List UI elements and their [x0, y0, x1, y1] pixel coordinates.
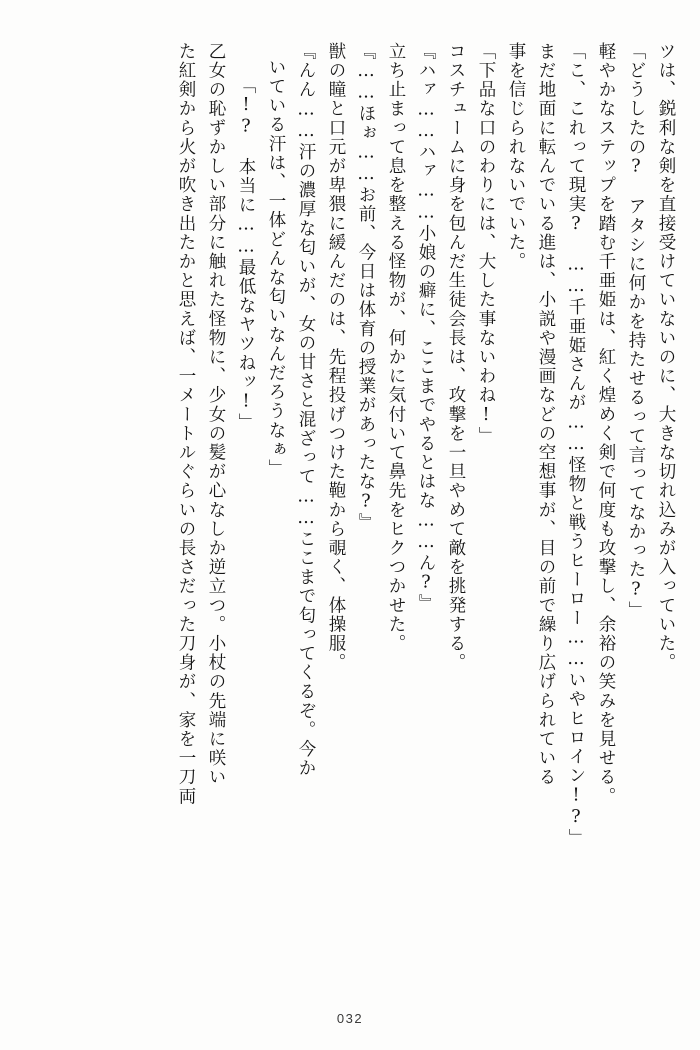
text-column: 『……ほぉ……お前、今日は体育の授業があったな?』	[356, 42, 376, 532]
text-column: 『ハァ……ハァ……小娘の癖に、ここまでやるとはな……ん?』	[416, 42, 436, 614]
text-column: ツは、鋭利な剣を直接受けていないのに、大きな切れ込みが入っていた。	[656, 42, 676, 673]
text-column: 「こ、これって現実? ……千亜姫さんが……怪物と戦うヒーロー……いやヒロイン!?」	[566, 42, 586, 848]
text-column: 「どうしたの? アタシに何かを持たせるって言ってなかった?」	[626, 42, 646, 620]
text-column: 「!? 本当に……最低なヤツねッ!」	[236, 76, 256, 433]
text-column: 『んん……汗の濃厚な匂いが、女の甘さと混ざって……ここまで匂ってくるぞ。今か	[296, 42, 316, 778]
text-column: 乙女の恥ずかしい部分に触れた怪物に、少女の髪が心なしか逆立つ。小杖の先端に咲い	[206, 42, 226, 787]
text-column: まだ地面に転んでいる進は、小説や漫画などの空想事が、目の前で繰り広げられている	[536, 42, 556, 787]
vertical-text-block	[26, 42, 674, 994]
text-column: 事を信じられないでいた。	[506, 42, 526, 272]
text-column: コスチュームに身を包んだ生徒会長は、攻撃を一旦やめて敵を挑発する。	[446, 42, 466, 673]
text-column: いている汗は、一体どんな匂いなんだろうなぁ」	[266, 58, 286, 479]
text-column: 獣の瞳と口元が卑猥に緩んだのは、先程投げつけた鞄から覗く、体操服。	[326, 42, 346, 673]
page-number: 032	[336, 1011, 364, 1026]
text-column: 立ち止まって息を整える怪物が、何かに気付いて鼻先をヒクつかせた。	[386, 42, 406, 654]
text-column: 軽やかなステップを踏む千亜姫は、紅く煌めく剣で何度も攻撃し、余裕の笑みを見せる。	[596, 42, 616, 806]
text-column: 「下品な口のわりには、大した事ないわね!」	[476, 42, 496, 446]
text-column: た紅剣から火が吹き出たかと思えば、一メートルぐらいの長さだった刀身が、家を一刀両	[176, 42, 196, 806]
